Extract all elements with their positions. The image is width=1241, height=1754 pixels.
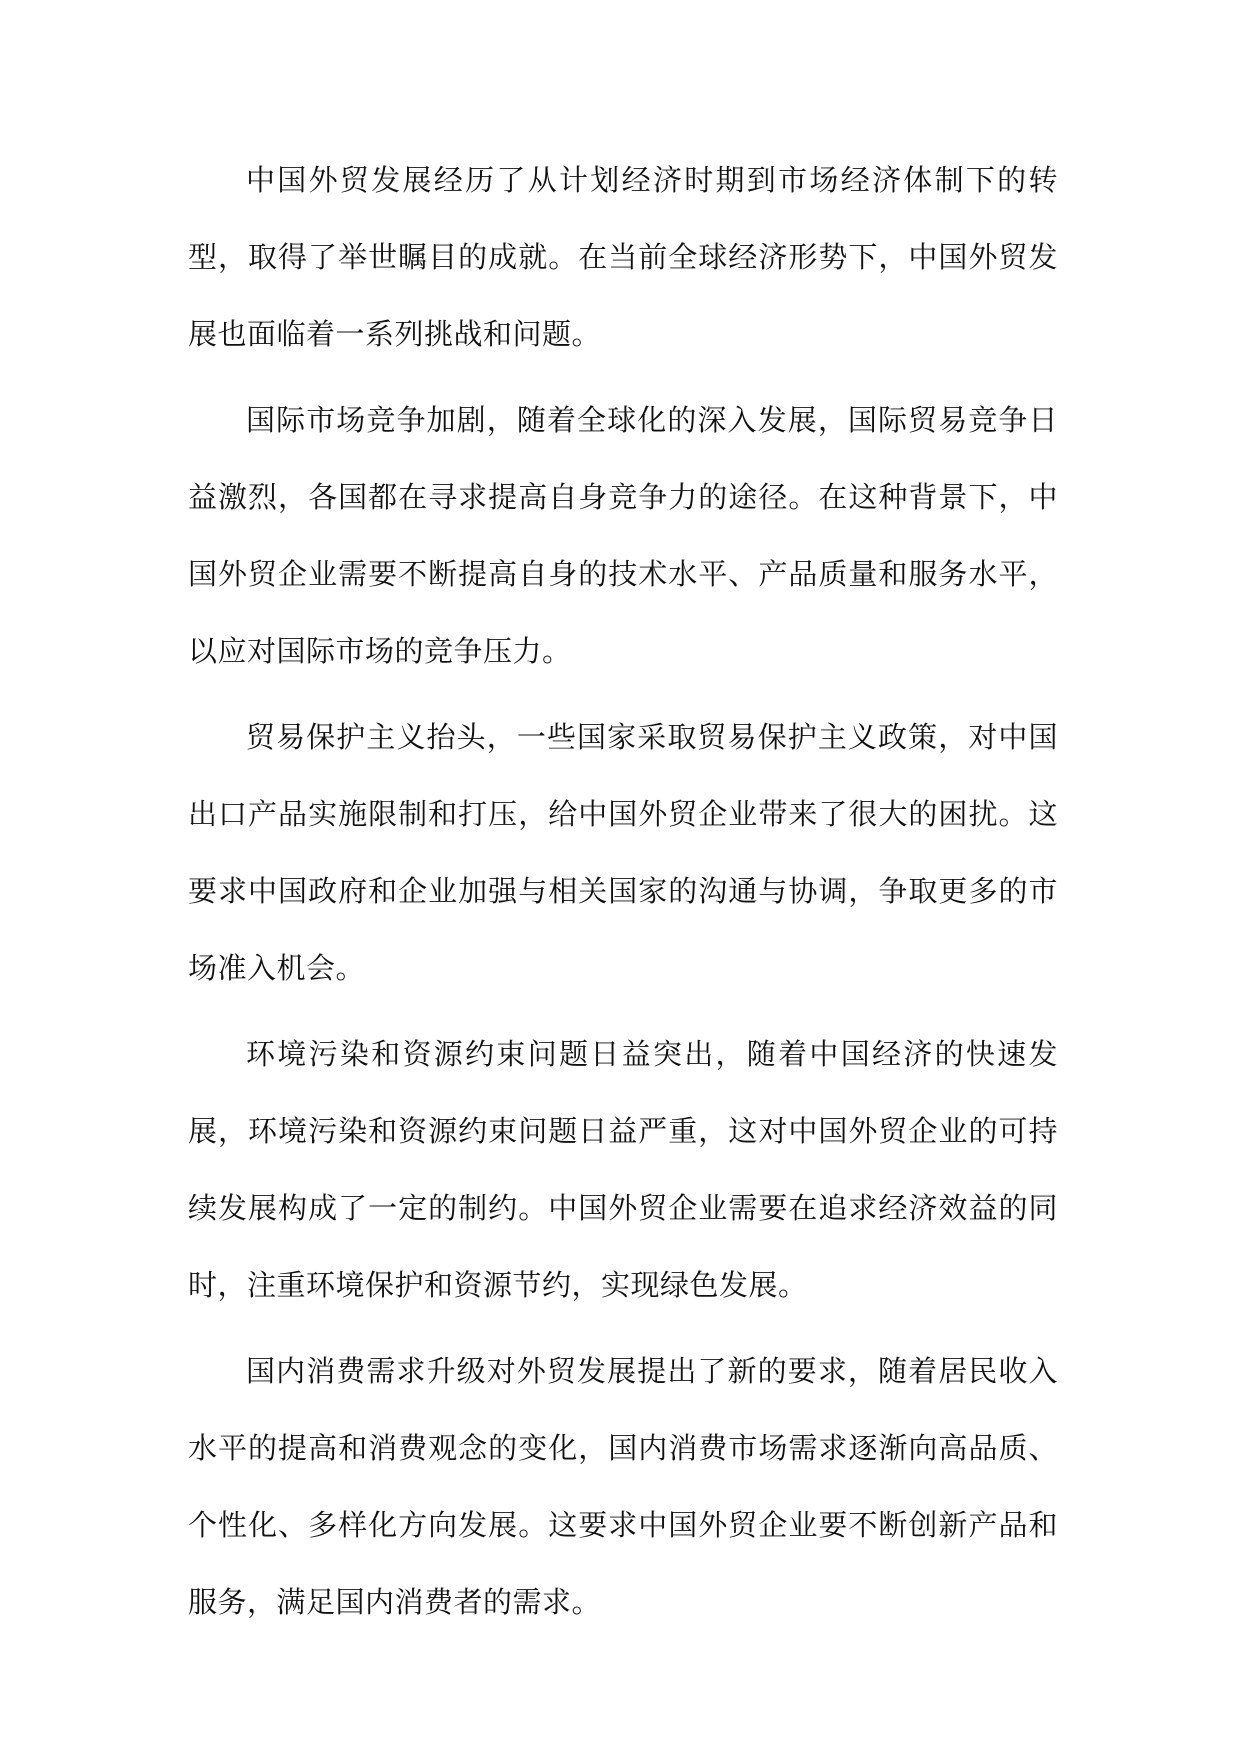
paragraph-environment-resources: 环境污染和资源约束问题日益突出，随着中国经济的快速发展，环境污染和资源约束问题日益严重，这对中国外贸企业的可持续发展构成了一定的制约。中国外贸企业需要在追求经济效益的同时，注重环境保护和资源节约，实现绿色发展。: [188, 1037, 1058, 1302]
document-body: [188, 142, 1058, 1650]
paragraph-domestic-consumption: 国内消费需求升级对外贸发展提出了新的要求，随着居民收入水平的提高和消费观念的变化，国内消费市场需求逐渐向高品质、个性化、多样化方向发展。这要求中国外贸企业要不断创新产品和服务，满足国内消费者的需求。: [188, 1354, 1058, 1619]
paragraph-trade-protectionism: 贸易保护主义抬头，一些国家采取贸易保护主义政策，对中国出口产品实施限制和打压，给中国外贸企业带来了很大的困扰。这要求中国政府和企业加强与相关国家的沟通与协调，争取更多的市场准入机会。: [188, 720, 1058, 985]
paragraph-overview: 中国外贸发展经历了从计划经济时期到市场经济体制下的转型，取得了举世瞩目的成就。在当前全球经济形势下，中国外贸发展也面临着一系列挑战和问题。: [188, 163, 1058, 351]
paragraph-market-competition: 国际市场竞争加剧，随着全球化的深入发展，国际贸易竞争日益激烈，各国都在寻求提高自身竞争力的途径。在这种背景下，中国外贸企业需要不断提高自身的技术水平、产品质量和服务水平，以应对国际市场的竞争压力。: [188, 403, 1058, 668]
